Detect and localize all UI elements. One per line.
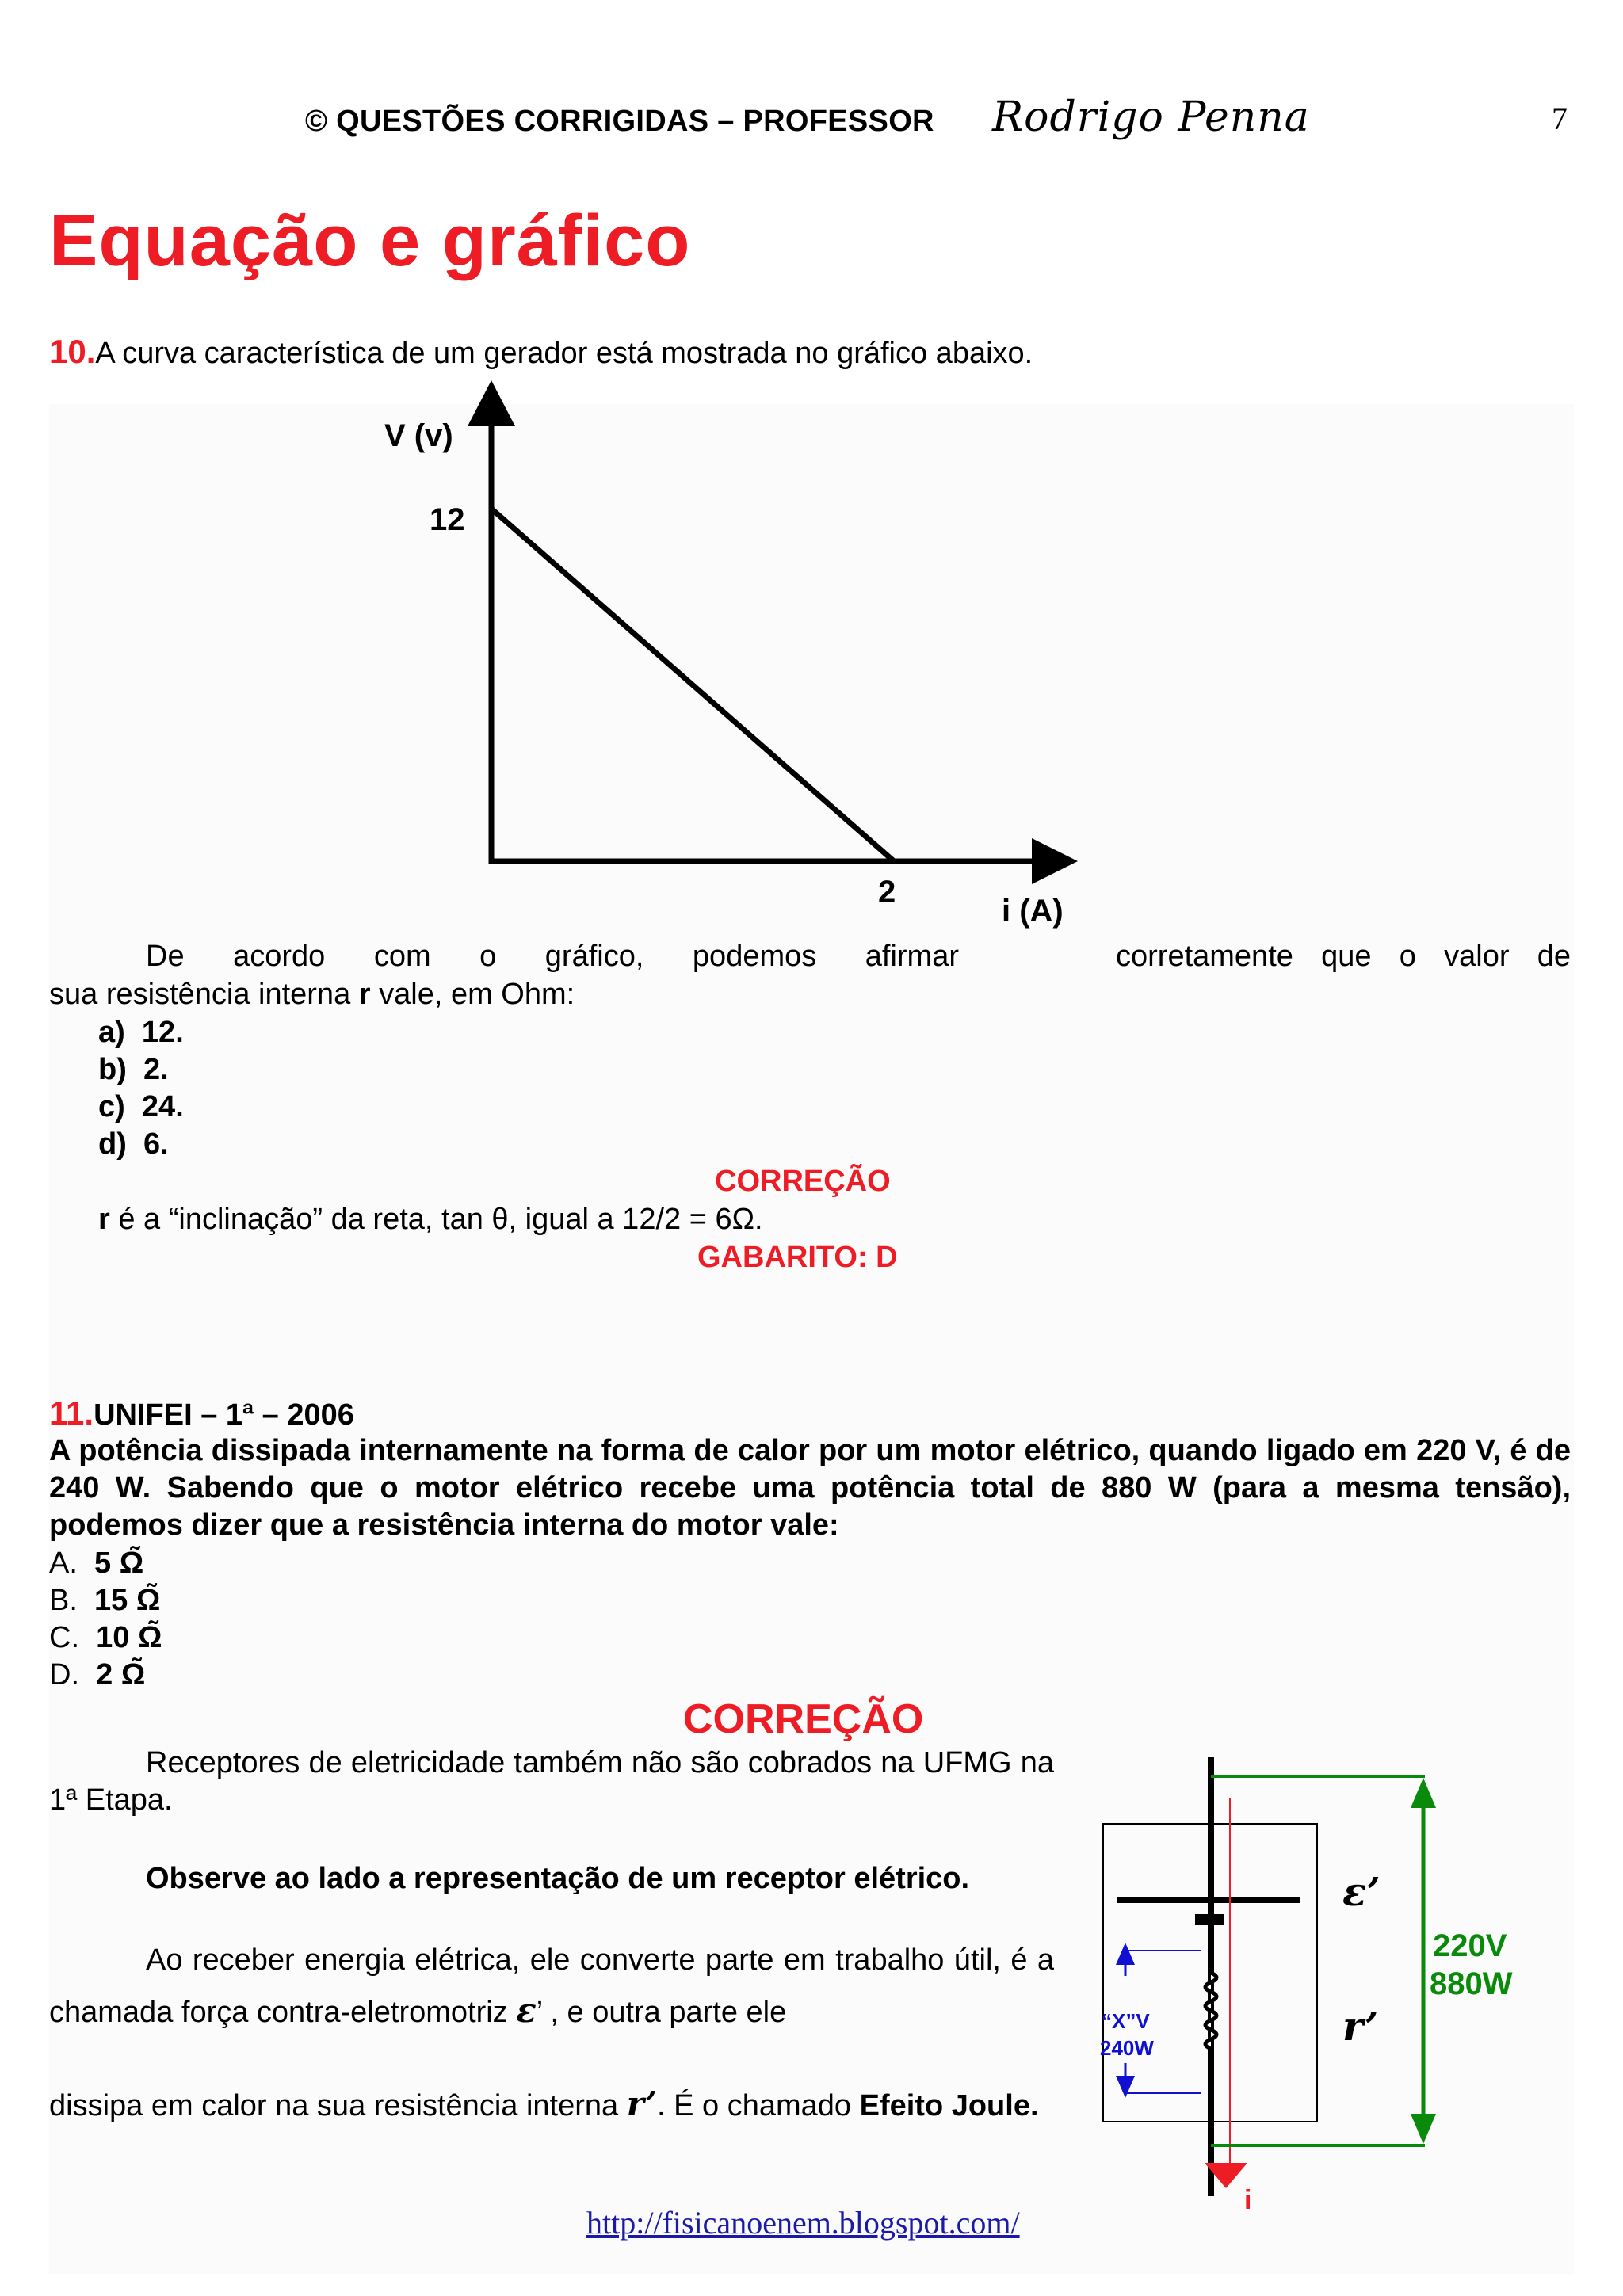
- q11-para4-text: dissipa em calor na sua resistência interna: [49, 2089, 627, 2122]
- voltage-arrow-down: [1411, 2114, 1436, 2144]
- q10-text-line1-left: [146, 938, 959, 975]
- diagram-power: 880W: [1430, 1966, 1513, 2001]
- q10-word: gráfico,: [544, 940, 644, 973]
- option-letter: C.: [49, 1621, 79, 1654]
- q11-effect-name: Efeito Joule.: [859, 2089, 1039, 2122]
- diagram-voltage: 220V: [1433, 1928, 1507, 1963]
- footer-link[interactable]: http://fisicanoenem.blogspot.com/: [586, 2205, 1020, 2241]
- q10-word: com: [373, 940, 431, 973]
- section-title: Equação e gráfico: [49, 200, 691, 281]
- option-value: 2 Ω̃: [96, 1658, 146, 1691]
- emf-plate-short: [1195, 1914, 1224, 1925]
- q10-text-line1-right: corretamente que o valor de: [1116, 940, 1571, 973]
- q10-text-part: vale, em Ohm:: [370, 978, 575, 1011]
- q10-statement: A curva característica de um gerador está mostrada no gráfico abaixo.: [95, 337, 1033, 370]
- option-value: 24.: [141, 1090, 184, 1123]
- q11-para1: Receptores de eletricidade também não são cobrados na UFMG na 1ª Etapa.: [49, 1746, 1054, 1817]
- option-value: 2.: [143, 1053, 169, 1086]
- graph-x-label: i (A): [1002, 894, 1064, 929]
- option-letter: b): [98, 1053, 127, 1086]
- option-value: 6.: [143, 1127, 169, 1161]
- q10-word: De: [146, 940, 185, 973]
- option-letter: a): [98, 1016, 125, 1049]
- q10-text-line2: [49, 976, 575, 1013]
- footer: [586, 2204, 1020, 2241]
- characteristic-line: [491, 509, 894, 861]
- q11-statement: A potência dissipada internamente na forma de calor por um motor elétrico, quando ligado em 220 V, é de 240 W. Sabendo que o motor elétrico recebe uma potência total de 880 W (para a mesma tensão), podemos dizer que a resistência interna do motor vale:: [49, 1434, 1571, 1542]
- graph-y-tick: 12: [430, 502, 465, 537]
- diagram-resistance-label: r’: [1342, 2003, 1379, 2050]
- q10-correction-r: r: [98, 1203, 110, 1236]
- q11-option-c[interactable]: [49, 1619, 162, 1657]
- graph-x-tick: 2: [878, 875, 896, 910]
- internal-resistor: [1205, 1973, 1216, 2049]
- q10-statement-line: [49, 333, 1033, 372]
- option-value: 5 Ω̃: [94, 1547, 144, 1580]
- option-letter: c): [98, 1090, 125, 1123]
- q10-word: podemos: [692, 940, 817, 973]
- diagram-x-power: 240W: [1100, 2036, 1154, 2060]
- q10-text-part: sua resistência interna: [49, 978, 359, 1011]
- option-value: 10 Ω̃: [96, 1621, 162, 1654]
- q10-r-symbol: r: [358, 978, 371, 1011]
- header-title: © QUESTÕES CORRIGIDAS – PROFESSOR: [305, 105, 934, 138]
- graph-y-label: V (v): [384, 418, 453, 453]
- q10-correction-title: CORREÇÃO: [715, 1165, 891, 1198]
- q11-number: 11.: [49, 1394, 94, 1432]
- x-axis-arrow: [1032, 838, 1078, 884]
- q10-correction-text: [98, 1201, 763, 1238]
- q11-para3-text: ’ , e outra parte ele: [536, 1996, 787, 2029]
- q11-para3-text: Ao receber energia elétrica, ele converte parte em trabalho útil, é a chamada força contra-eletromotriz: [49, 1943, 1054, 2029]
- q10-number: 10.: [49, 333, 96, 370]
- q10-word: o: [479, 940, 497, 973]
- q10-option-c[interactable]: [98, 1089, 184, 1126]
- q11-para2: Observe ao lado a representação de um receptor elétrico.: [146, 1862, 970, 1895]
- q10-word: acordo: [233, 940, 326, 973]
- page-number: 7: [1552, 101, 1568, 136]
- q11-option-b[interactable]: [49, 1582, 160, 1619]
- option-letter: A.: [49, 1547, 78, 1580]
- q11-correction-title: CORREÇÃO: [683, 1696, 924, 1742]
- voltage-arrow-up: [1411, 1778, 1436, 1808]
- option-value: 12.: [141, 1016, 184, 1049]
- option-letter: d): [98, 1127, 127, 1161]
- q10-option-b[interactable]: [98, 1051, 169, 1089]
- q10-characteristic-graph: [349, 372, 1109, 943]
- q11-emf-symbol: ε: [516, 1991, 537, 2030]
- q11-option-d[interactable]: [49, 1657, 145, 1694]
- q11-para3: [49, 1935, 1054, 2038]
- diagram-current-label: i: [1244, 2185, 1252, 2215]
- q11-para4: [49, 2076, 1054, 2134]
- x-arrow-down: [1116, 2076, 1135, 2098]
- q11-resistance-symbol: r’: [626, 2084, 657, 2123]
- q11-para4-text: . É o chamado: [657, 2089, 860, 2122]
- q11-source: UNIFEI – 1ª – 2006: [94, 1398, 354, 1432]
- q11-option-a[interactable]: [49, 1545, 143, 1582]
- q10-correction-body: é a “inclinação” da reta, tan θ, igual a 12/2 = 6Ω.: [109, 1203, 763, 1236]
- header-signature: Rodrigo Penna: [992, 93, 1310, 141]
- diagram-x-voltage: “X”V: [1102, 2009, 1150, 2033]
- option-value: 15 Ω̃: [94, 1584, 161, 1617]
- q10-word: afirmar: [865, 940, 959, 973]
- q10-answer: GABARITO: D: [697, 1241, 898, 1274]
- y-axis-arrow: [468, 380, 515, 426]
- q10-option-a[interactable]: [98, 1014, 184, 1051]
- q11-header: [49, 1394, 354, 1434]
- x-arrow-up: [1116, 1943, 1135, 1965]
- q10-option-d[interactable]: [98, 1126, 169, 1163]
- option-letter: D.: [49, 1658, 79, 1691]
- diagram-emf-label: ε’: [1342, 1868, 1381, 1915]
- option-letter: B.: [49, 1584, 78, 1617]
